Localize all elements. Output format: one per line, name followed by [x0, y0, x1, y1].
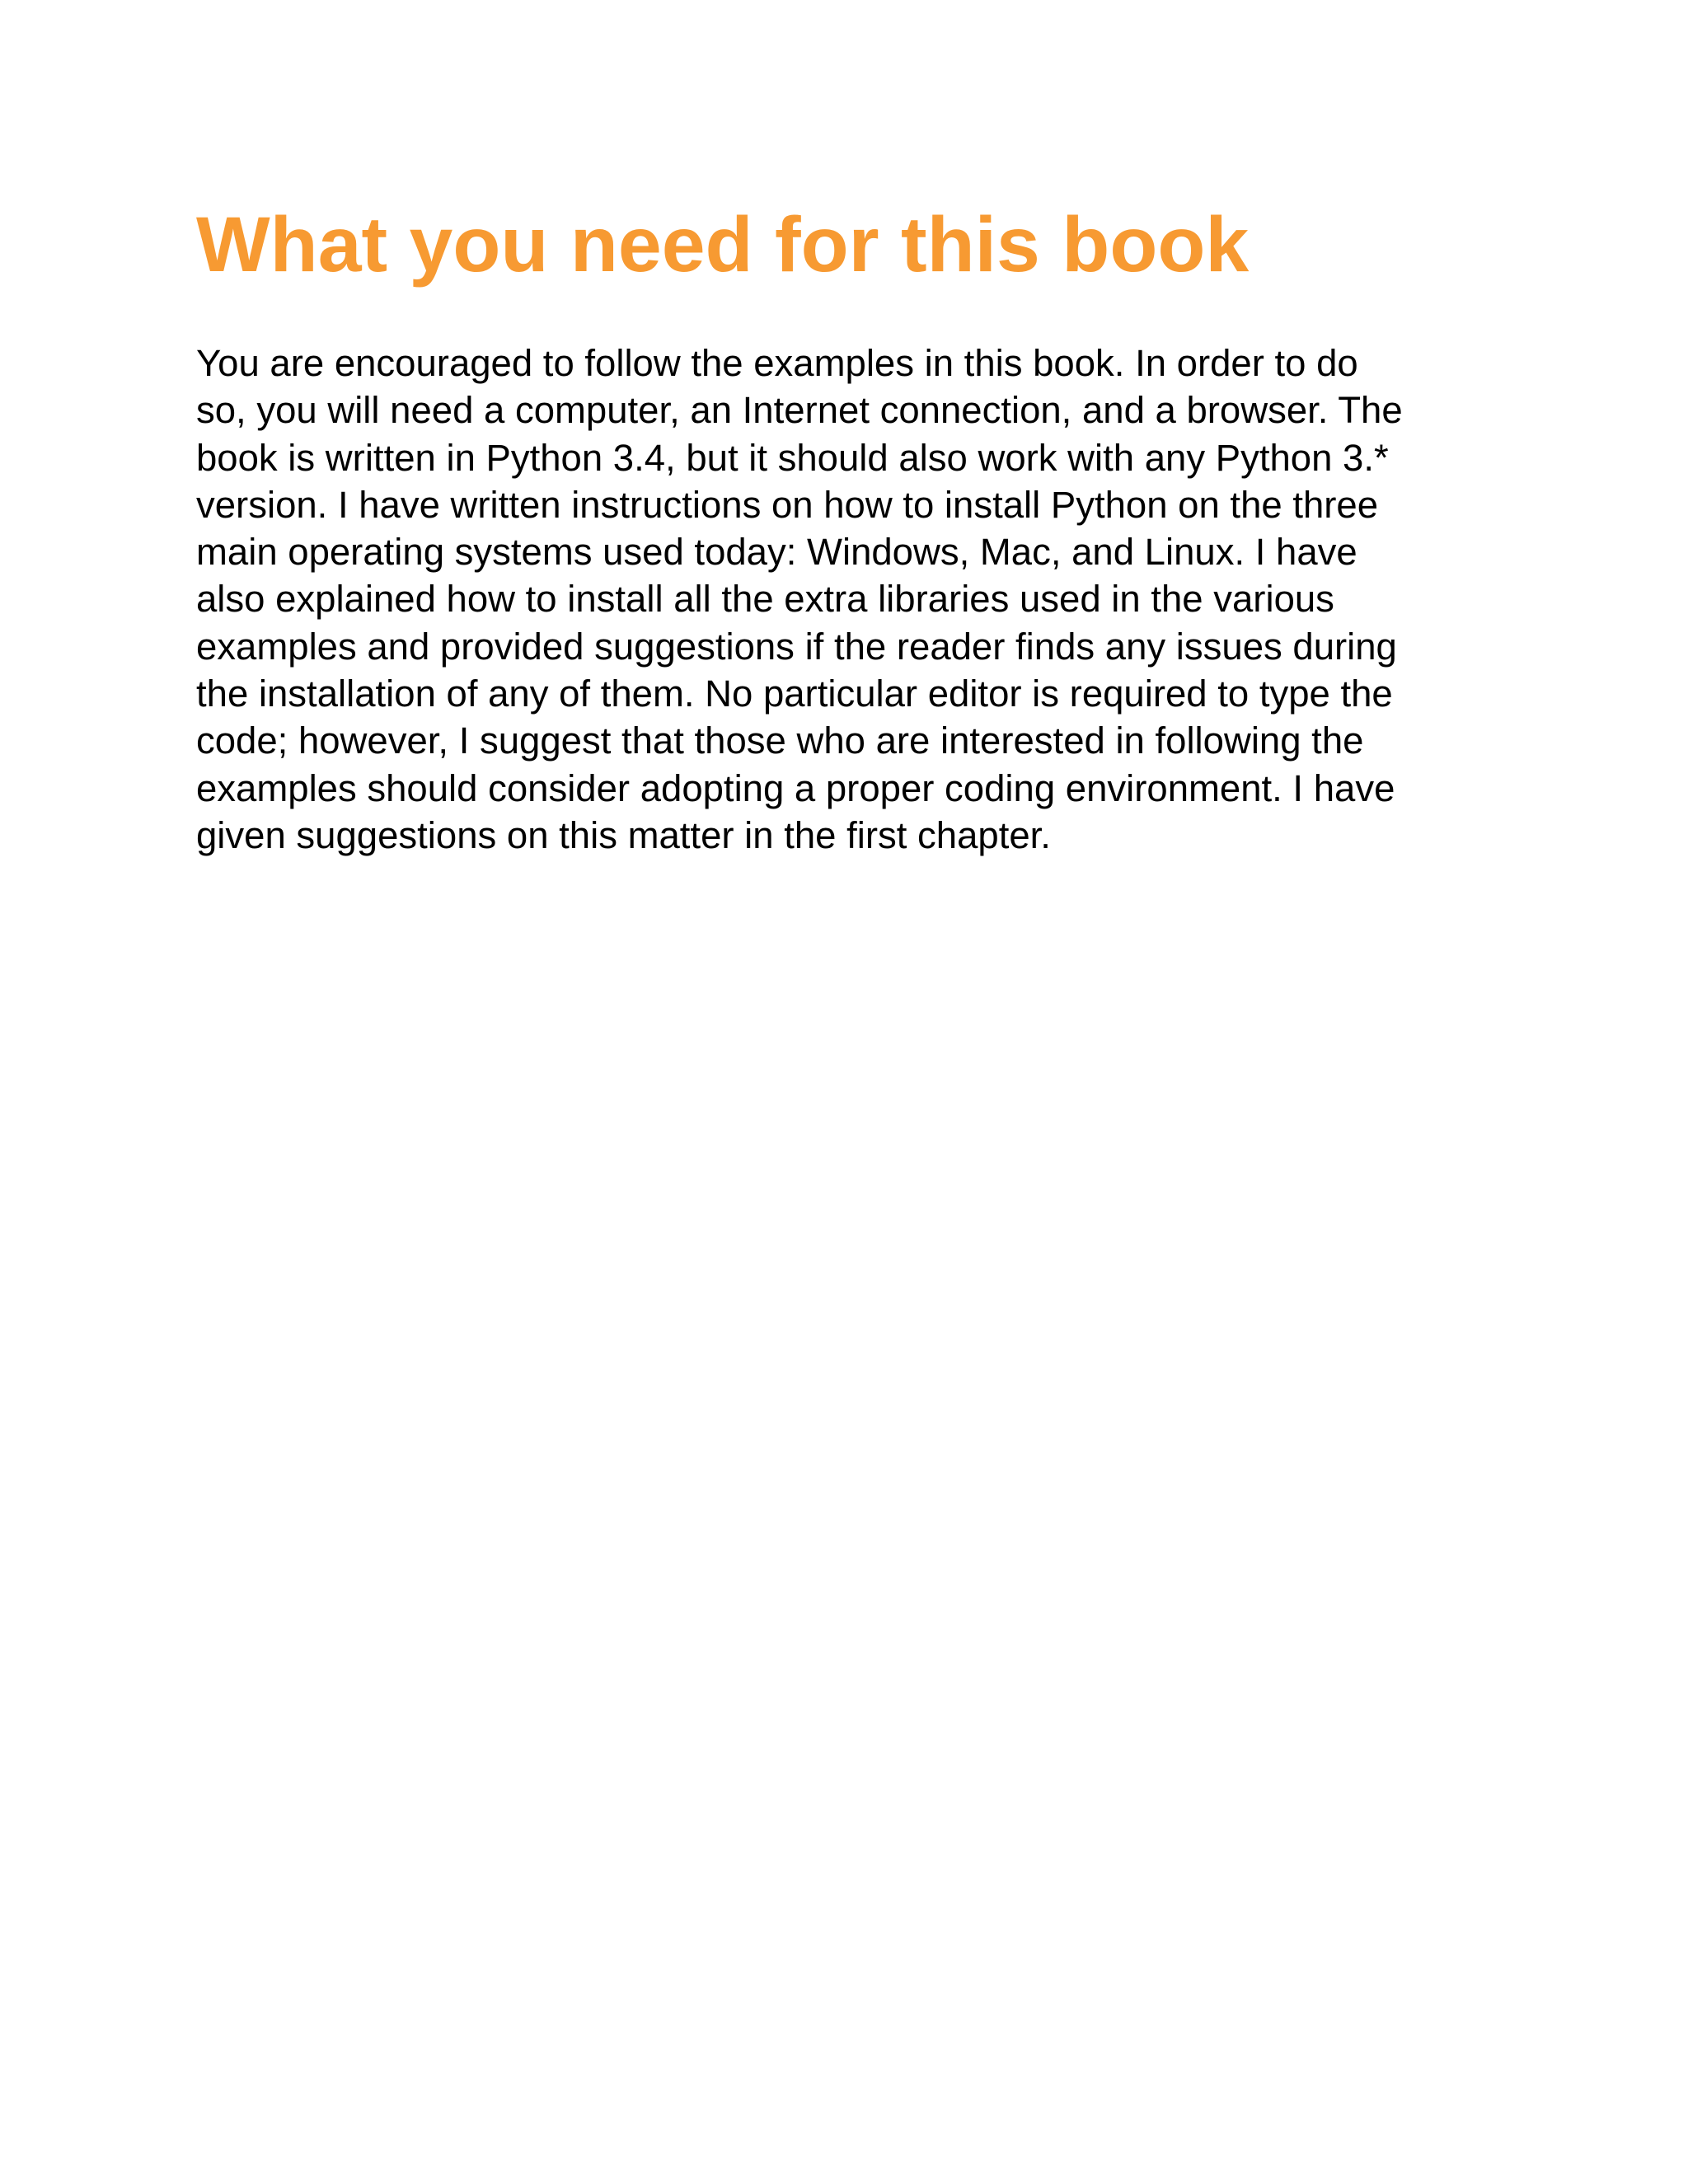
paragraph-line: code; however, I suggest that those who are interested in following the: [196, 719, 1364, 762]
paragraph-line: examples should consider adopting a proper coding environment. I have: [196, 766, 1395, 809]
paragraph-line: examples and provided suggestions if the reader finds any issues during: [196, 625, 1397, 668]
section-heading: What you need for this book: [196, 201, 1250, 288]
paragraph-line: You are encouraged to follow the examples in this book. In order to do: [196, 342, 1358, 384]
paragraph-line: book is written in Python 3.4, but it should also work with any Python 3.*: [196, 436, 1389, 479]
paragraph-line: main operating systems used today: Windows, Mac, and Linux. I have: [196, 531, 1357, 574]
body-paragraph: [196, 340, 1482, 859]
paragraph-line: the installation of any of them. No particular editor is required to type the: [196, 673, 1393, 715]
paragraph-line: given suggestions on this matter in the first chapter.: [196, 813, 1051, 856]
paragraph-line: also explained how to install all the extra libraries used in the various: [196, 578, 1334, 621]
paragraph-line: so, you will need a computer, an Internet connection, and a browser. The: [196, 389, 1403, 432]
paragraph-line: version. I have written instructions on how to install Python on the three: [196, 483, 1379, 526]
